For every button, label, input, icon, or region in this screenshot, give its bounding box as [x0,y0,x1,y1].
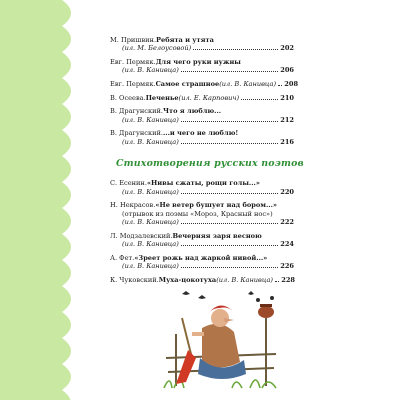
toc-title: ...и чего не люблю! [162,129,239,138]
toc-line [110,36,294,44]
toc-title: Вечерняя заря весною [172,231,262,240]
toc-line [110,240,294,248]
section-heading: Стихотворения русских поэтов [116,158,304,170]
toc-page-number: 212 [280,115,294,124]
toc-entry [110,232,294,249]
toc-line [110,210,294,218]
toc-title: Муха-цокотуха [158,275,217,284]
toc-entry [110,79,299,88]
toc-poems-list [110,179,294,289]
toc-author: Н. Некрасов. [110,201,156,210]
toc-line [110,276,294,284]
toc-illustrator: (ил. В. Канивца) [122,217,179,226]
dot-leader [181,71,278,72]
toc-page-number: 216 [280,137,294,146]
toc-title: «Не ветер бушует над бором...» [155,201,277,210]
toc-title: «Зреет рожь над жаркой нивой...» [134,253,268,262]
toc-entry [110,276,294,284]
green-edge-shape [0,0,71,400]
entry-gap [110,146,294,151]
toc-line [110,79,299,88]
toc-illustrator: (ил. Е. Карпович) [178,93,240,102]
toc-line [110,232,294,240]
broom [176,318,196,384]
toc-line [110,44,294,52]
toc-author: М. Пришвин. [110,36,157,44]
toc-author: В. Драгунский. [110,129,163,138]
toc-line [110,262,294,270]
toc-author: В. Осеева. [110,93,146,102]
toc-line [110,254,294,262]
toc-illustrator: (ил. В. Канивца) [122,239,179,248]
toc-title: Для чего руки нужны [155,57,241,66]
toc-illustrator: (ил. В. Канивца) [122,115,179,124]
toc-page-number: 202 [280,44,294,53]
toc-page-number: 208 [284,79,299,88]
toc-line [110,94,294,102]
toc-entry [110,201,294,226]
dot-leader [241,99,278,100]
toc-title: «Нивы сжаты, рощи голы...» [146,179,260,188]
toc-author: С. Есенин. [110,179,147,188]
toc-illustrator: (ил. В. Канивца) [219,79,277,88]
birds [182,291,274,302]
toc-stories-list [110,36,299,151]
toc-page-number: 224 [280,239,294,248]
dot-leader [181,121,278,122]
toc-entry [110,254,294,271]
dot-leader [193,49,278,50]
toc-line [110,58,294,66]
toc-author: Евг. Пермяк. [110,79,156,88]
dot-leader [181,223,278,224]
baba-yaga-figure [192,305,246,379]
toc-line [110,129,294,137]
dot-leader [275,281,279,282]
dot-leader [181,193,278,194]
toc-title: Что я люблю... [162,107,222,116]
toc-page-number: 220 [280,187,294,196]
toc-entry [110,94,294,102]
toc-line [110,218,294,226]
toc-author: Л. Модзалевский. [110,231,173,240]
dot-leader [181,267,278,268]
toc-author: К. Чуковский. [110,275,159,284]
toc-note: (отрывок из поэмы «Мороз, Красный нос») [122,209,273,218]
scalloped-green-edge [0,0,96,400]
toc-page-number: 206 [280,66,294,75]
toc-entry [110,179,294,196]
toc-page-number: 228 [281,275,296,284]
toc-line [110,107,294,115]
toc-author: В. Драгунский. [110,107,163,116]
toc-page-number: 226 [280,261,294,270]
toc-line [110,116,294,124]
toc-line [110,179,294,187]
dot-leader [181,143,278,144]
toc-title: Ребята и утята [156,36,214,44]
toc-line [110,201,294,209]
dot-leader [181,245,278,246]
toc-entry [110,107,294,124]
toc-entry [110,129,294,146]
toc-illustrator: (ил. В. Канивца) [122,261,179,270]
toc-line [110,66,294,74]
toc-line [110,188,294,196]
toc-page-number: 210 [280,93,294,102]
toc-illustrator: (ил. В. Канивца) [216,275,274,284]
toc-title: Печенье [145,93,179,102]
toc-line [110,138,294,146]
toc-page-number: 222 [280,217,294,226]
toc-title: Самое страшное [155,79,220,88]
toc-entry [110,36,294,53]
toc-author: А. Фет. [110,253,135,262]
toc-illustrator: (ил. В. Канивца) [122,66,179,75]
table-of-contents [110,36,304,289]
toc-author: Евг. Пермяк. [110,57,156,66]
baba-yaga-illustration [162,288,280,390]
toc-illustrator: (ил. В. Канивца) [122,137,179,146]
toc-illustrator: (ил. В. Канивца) [122,187,179,196]
toc-illustrator: (ил. М. Белоусовой) [122,44,192,53]
dot-leader [278,85,282,86]
clay-pot [258,304,274,318]
toc-entry [110,58,294,75]
